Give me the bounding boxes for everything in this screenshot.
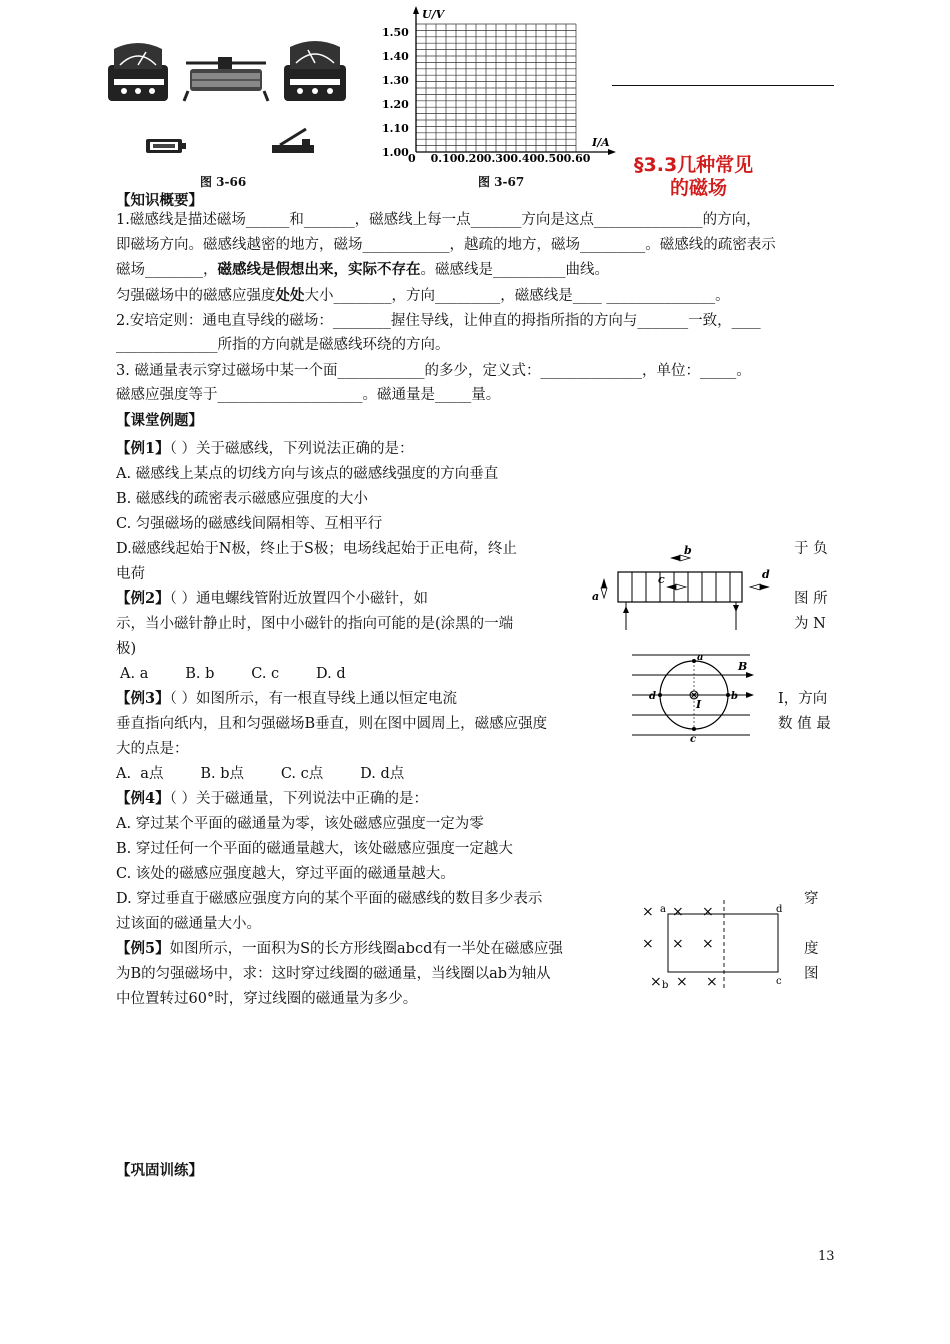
ex1-stem <box>116 439 413 459</box>
u-i-graph <box>380 0 630 170</box>
x-tick-label: 0.60 <box>563 152 591 165</box>
ex4-option-c: C. 该处的磁感应强度越大，穿过平面的磁通量越大。 <box>116 866 455 882</box>
ex2-line-1 <box>116 589 428 609</box>
ex4-option-d-right: 穿 <box>804 891 819 907</box>
ex4-option-d-line2: 过该面的磁通量大小。 <box>116 916 261 932</box>
compass-needle-a-icon <box>601 578 607 598</box>
current-arrow-icon <box>623 606 629 613</box>
needle-label-b: b <box>684 544 692 557</box>
overview-line-4 <box>116 286 730 306</box>
page-number: 13 <box>818 1249 835 1264</box>
graph-grid <box>416 24 576 152</box>
current-arrow-icon <box>733 605 739 612</box>
ex1-label: 【例1】 <box>116 440 170 457</box>
svg-text:×: × <box>702 936 714 952</box>
overview-line-8: 磁感应强度等于____________________。磁通量是_____量。 <box>116 387 501 403</box>
section-title-line2: 的磁场 <box>670 177 728 199</box>
ex2-line-2-right: 为 N <box>794 616 826 632</box>
ex5-line-1-text: 如图所示，一面积为S的长方形线圈abcd有一半处在磁感应强 <box>169 941 563 957</box>
ex3-line-2-right: 数 值 最 <box>778 716 831 732</box>
y-axis-label: U/V <box>422 8 445 21</box>
ex1-option-d-line1: D.磁感线起始于N极，终止于S极；电场线起始于正电荷，终止 <box>116 541 517 557</box>
rheostat-icon <box>184 57 268 101</box>
voltmeter-icon <box>108 43 168 101</box>
ex3-line-1-right: I，方向 <box>778 691 828 707</box>
point-label-c: c <box>690 734 697 744</box>
corner-label-b: b <box>662 980 669 991</box>
ex4-option-d-line1: D. 穿过垂直于磁感应强度方向的某个平面的磁感线的数目多少表示 <box>116 891 543 907</box>
coil-figure <box>640 896 796 996</box>
point-label-d: d <box>649 691 656 702</box>
svg-text:×: × <box>706 974 718 990</box>
current-label-I: I <box>696 698 702 711</box>
ex2-options: A. a B. b C. c D. d <box>120 666 346 682</box>
ex2-line-2: 示，当小磁针静止时，图中小磁针的指向可能的是(涂黑的一端 <box>116 616 514 632</box>
ex4-option-a: A. 穿过某个平面的磁通量为零，该处磁感应强度一定为零 <box>116 816 484 832</box>
x-axis-label: I/A <box>592 136 610 149</box>
ex2-line-1-right: 图 所 <box>794 591 828 607</box>
ex4-stem <box>116 789 428 809</box>
compass-needle-d-icon <box>750 584 770 590</box>
ex1-option-a: A. 磁感线上某点的切线方向与该点的磁感线强度的方向垂直 <box>116 466 499 482</box>
x-tick-label: 0.10 <box>430 152 458 165</box>
heading-examples: 【课堂例题】 <box>116 412 203 429</box>
ex5-line-3: 中位置转过60°时，穿过线圈的磁通量为多少。 <box>116 991 418 1007</box>
instruments-figure <box>100 35 350 170</box>
overview-emphasis-everywhere: 处处 <box>275 287 305 304</box>
y-tick-label: 1.20 <box>382 98 409 111</box>
coil-rectangle <box>668 914 778 972</box>
x-tick-label: 0.30 <box>483 152 511 165</box>
ex3-label: 【例3】 <box>116 690 170 707</box>
overview-line-4c: 大小________，方向_________，磁感线是____ _______________。 <box>304 288 730 304</box>
y-tick-label: 1.10 <box>382 122 409 135</box>
ex4-option-b: B. 穿过任何一个平面的磁通量越大，该处磁感应强度一定越大 <box>116 841 513 857</box>
heading-overview: 【知识概要】 <box>116 192 203 209</box>
overview-line-6: ______________所指的方向就是磁感线环绕的方向。 <box>116 337 450 353</box>
y-tick-label: 1.40 <box>382 50 409 63</box>
fig-3-66-caption: 图 3-66 <box>200 175 247 189</box>
ex4-stem-text: （ ）关于磁通量，下列说法中正确的是： <box>169 791 428 807</box>
ammeter-icon <box>284 41 346 101</box>
x-tick-label: 0.50 <box>537 152 564 165</box>
fig-3-67-caption: 图 3-67 <box>478 175 525 189</box>
circle-field-figure <box>632 648 758 744</box>
solenoid-figure <box>588 540 788 640</box>
section-title-line1: §3.3几种常见 <box>634 154 754 176</box>
ex5-line-2-right: 图 <box>804 966 819 982</box>
ex1-stem-text: （ ）关于磁感线，下列说法正确的是： <box>169 441 414 457</box>
ex5-line-1 <box>116 939 563 959</box>
overview-line-3c: 。磁感线是__________曲线。 <box>420 262 609 278</box>
overview-line-4a: 匀强磁场中的磁感应强度 <box>116 288 276 304</box>
y-tick-label: 1.00 <box>382 146 409 159</box>
origin-label: 0 <box>408 152 416 165</box>
ex3-line-1 <box>116 689 457 709</box>
ex1-option-d-line2: 电荷 <box>116 566 145 582</box>
ex5-line-2: 为B的匀强磁场中，求：这时穿过线圈的磁通量，当线圈以ab为轴从 <box>116 966 551 982</box>
field-label-B: B <box>738 660 748 673</box>
ex2-label: 【例2】 <box>116 590 170 607</box>
svg-text:×: × <box>642 936 654 952</box>
corner-label-d: d <box>776 904 783 915</box>
battery-icon <box>146 139 186 153</box>
svg-text:×: × <box>672 904 684 920</box>
needle-label-a: a <box>592 590 600 603</box>
overview-emphasis: 磁感线是假想出来，实际不存在 <box>217 261 421 278</box>
ex2-line-3: 极) <box>116 641 137 657</box>
switch-icon <box>272 129 314 153</box>
y-tick-label: 1.50 <box>382 26 409 39</box>
ex3-line-3: 大的点是： <box>116 741 189 757</box>
ex2-line-1-text: （ ）通电螺线管附近放置四个小磁针，如 <box>169 591 428 607</box>
overview-line-3 <box>116 260 609 280</box>
ex3-line-1-text: （ ）如图所示，有一根直导线上通以恒定电流 <box>169 691 457 707</box>
overview-line-1: 1.磁感线是描述磁场______和_______，磁感线上每一点_______方向是这点_______________的方向， <box>116 212 761 228</box>
corner-label-c: c <box>776 976 782 987</box>
x-tick-label: 0.20 <box>457 152 484 165</box>
ex3-options: A. a点 B. b点 C. c点 D. d点 <box>116 766 405 782</box>
ex1-option-c: C. 匀强磁场的磁感线间隔相等、互相平行 <box>116 516 383 532</box>
overview-line-5: 2.安培定则：通电直导线的磁场：________握住导线，让伸直的拇指所指的方向与_______一致，____ <box>116 313 761 329</box>
svg-text:×: × <box>702 904 714 920</box>
svg-text:×: × <box>672 936 684 952</box>
overview-line-3a: 磁场________， <box>116 262 218 278</box>
x-tick-label: 0.40 <box>510 152 538 165</box>
needle-label-c: c <box>658 573 665 586</box>
svg-text:×: × <box>676 974 688 990</box>
ex3-line-2: 垂直指向纸内，且和匀强磁场B垂直，则在图中圆周上，磁感应强度 <box>116 716 548 732</box>
svg-text:×: × <box>650 974 662 990</box>
compass-needle-c-icon <box>666 584 686 590</box>
svg-text:×: × <box>642 904 654 920</box>
heading-practice: 【巩固训练】 <box>116 1162 203 1179</box>
point-label-a: a <box>697 652 704 663</box>
ex5-line-1-right: 度 <box>804 941 819 957</box>
overview-line-7: 3. 磁通量表示穿过磁场中某一个面____________的多少，定义式：______________，单位：_____。 <box>116 363 751 379</box>
y-axis-arrow-icon <box>413 6 419 14</box>
y-tick-label: 1.30 <box>382 74 409 87</box>
ex1-option-b: B. 磁感线的疏密表示磁感应强度的大小 <box>116 491 368 507</box>
answer-line <box>612 85 834 86</box>
overview-line-2: 即磁场方向。磁感线越密的地方，磁场____________，越疏的地方，磁场_________。磁感线的疏密表示 <box>116 237 776 253</box>
ex5-label: 【例5】 <box>116 940 170 957</box>
ex4-label: 【例4】 <box>116 790 170 807</box>
point-label-b: b <box>731 691 738 702</box>
x-axis-arrow-icon <box>608 149 616 155</box>
corner-label-a: a <box>660 904 666 915</box>
needle-label-d: d <box>762 568 770 581</box>
ex1-option-d-right: 于 负 <box>794 541 828 557</box>
